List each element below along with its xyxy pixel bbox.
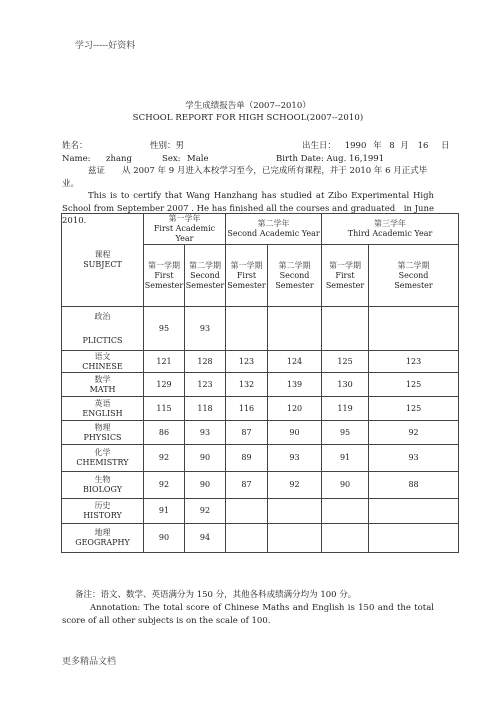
subject-en: BIOLOGY: [83, 485, 122, 494]
year-char: 年: [373, 141, 382, 151]
score-cell: 87: [226, 421, 268, 445]
table-row: [62, 445, 459, 472]
score-cell: 115: [144, 397, 185, 421]
page-footer: 更多精品文档: [62, 657, 117, 667]
table-row: [62, 499, 459, 524]
subject-cn: 生物: [94, 475, 111, 484]
score-cell: 123: [185, 373, 226, 397]
certification-cn: 兹证 从 2007 年 9 月进入本校学习至今，已完成所有课程，并于 2010 年 6 月正式毕业。: [62, 166, 428, 189]
birth-date-en: Birth Date: Aug. 16,1991: [276, 154, 385, 164]
subject-cn: 地理: [94, 528, 111, 537]
year-en: Third Academic Year: [347, 229, 433, 238]
score-cell: 93: [369, 445, 459, 472]
score-cell: 92: [369, 421, 459, 445]
subject-cell: [62, 472, 144, 499]
score-cell: [268, 307, 322, 351]
score-cell: 86: [144, 421, 185, 445]
sex-label-en: Sex:: [162, 154, 181, 164]
score-cell: 91: [322, 445, 369, 472]
year-cn: 第一学年: [168, 214, 201, 223]
certification-en: This is to certify that Wang Hanzhang has studied at Zibo Experimental High School from September 2007 . He has finished all the courses and graduated in June 2010.: [62, 191, 434, 226]
score-cell: [369, 499, 459, 524]
subject-en: MATH: [89, 384, 116, 394]
semester-cn: 第一学期: [148, 260, 180, 270]
year-cn: 第二学年: [257, 219, 290, 228]
subject-cn: 政治: [94, 311, 111, 321]
score-cell: [268, 499, 322, 524]
score-cell: 95: [144, 307, 185, 351]
score-cell: 118: [185, 397, 226, 421]
score-cell: 93: [268, 445, 322, 472]
score-cell: 87: [226, 472, 268, 499]
page-header: 学习-----好资料: [75, 41, 136, 51]
score-cell: [226, 524, 268, 553]
subject-cn: 英语: [94, 398, 111, 408]
semester-en: Semester: [185, 280, 225, 290]
score-cell: 139: [268, 373, 322, 397]
semester-en: First: [335, 270, 355, 280]
score-cell: 93: [185, 421, 226, 445]
score-cell: 119: [322, 397, 369, 421]
subject-cell: [62, 397, 144, 421]
subject-en: HISTORY: [83, 511, 122, 520]
semester-cn: 第二学期: [278, 260, 311, 270]
year-header: [322, 214, 459, 245]
subject-cell: [62, 421, 144, 445]
subject-cn: 数学: [94, 374, 111, 384]
score-cell: 94: [185, 524, 226, 553]
grades-table: [61, 213, 459, 553]
year-cn: 第三学年: [374, 219, 407, 228]
subject-en: GEOGRAPHY: [75, 538, 130, 547]
birth-year: 1990: [344, 141, 367, 151]
score-cell: [226, 307, 268, 351]
table-row: [62, 421, 459, 445]
semester-en: Semester: [227, 280, 266, 290]
score-cell: 120: [268, 397, 322, 421]
score-cell: [322, 524, 369, 553]
subject-en: PLICTICS: [82, 335, 123, 345]
subject-en: CHINESE: [82, 361, 123, 371]
table-row: [62, 524, 459, 553]
score-cell: 90: [144, 524, 185, 553]
semester-en: Semester: [144, 280, 184, 290]
semester-en: Second: [398, 270, 429, 280]
subject-header-en: SUBJECT: [83, 260, 122, 269]
subject-cn: 化学: [94, 448, 111, 457]
title-chinese: 学生成绩报告单（2007--2010）: [185, 101, 311, 111]
semester-cn: 第一学期: [230, 260, 263, 270]
subject-cell: [62, 351, 144, 373]
table-row: [62, 397, 459, 421]
table-row: [62, 472, 459, 499]
subject-en: PHYSICS: [83, 432, 122, 442]
score-cell: 92: [268, 472, 322, 499]
subject-cell: [62, 499, 144, 524]
semester-en: First: [154, 270, 174, 280]
subject-en: CHEMISTRY: [76, 458, 129, 467]
semester-cn: 第二学期: [189, 260, 221, 270]
score-cell: 128: [185, 351, 226, 373]
score-cell: 92: [185, 499, 226, 524]
subject-cell: [62, 445, 144, 472]
score-cell: 123: [369, 351, 459, 373]
title-english: SCHOOL REPORT FOR HIGH SCHOOL(2007--2010): [132, 113, 364, 123]
subject-cn: 物理: [94, 422, 111, 432]
name-label-en: Name:: [62, 154, 91, 164]
score-cell: 124: [268, 351, 322, 373]
birth-label: 出生日：: [302, 141, 337, 151]
birth-day: 16: [417, 141, 429, 151]
semester-en: Semester: [275, 280, 314, 290]
score-cell: [322, 307, 369, 351]
score-cell: 125: [369, 373, 459, 397]
semester-cn: 第二学期: [397, 260, 430, 270]
score-cell: 121: [144, 351, 185, 373]
score-cell: [268, 524, 322, 553]
subject-header-cn: 课程: [94, 250, 111, 259]
year-en: First Academic Year: [153, 224, 216, 243]
score-cell: 90: [268, 421, 322, 445]
note-chinese: 备注：语文、数学、英语满分为 150 分，其他各科成绩满分均为 100 分。: [75, 590, 357, 600]
semester-header: [144, 245, 185, 307]
table-row: [62, 307, 459, 351]
birth-month: 8: [389, 141, 395, 151]
year-header: [226, 214, 322, 245]
table-row: [62, 351, 459, 373]
semester-en: Second: [279, 270, 310, 280]
semester-header: [369, 245, 459, 307]
score-cell: 92: [144, 445, 185, 472]
name-value-en: zhang: [106, 154, 132, 164]
score-cell: [369, 307, 459, 351]
month-char: 月: [400, 141, 409, 151]
score-cell: 90: [185, 472, 226, 499]
gender-cn: 性别：男: [150, 141, 185, 151]
subject-cell: [62, 373, 144, 397]
score-cell: [369, 524, 459, 553]
note-english: Annotation: The total score of Chinese Maths and English is 150 and the total score of all other subjects is on the scale of 100.: [62, 603, 434, 626]
score-cell: 123: [226, 351, 268, 373]
score-cell: 92: [144, 472, 185, 499]
subject-cell: [62, 524, 144, 553]
score-cell: 89: [226, 445, 268, 472]
semester-header: [268, 245, 322, 307]
semester-header: [226, 245, 268, 307]
sex-value-en: Male: [187, 154, 209, 164]
year-header: [144, 214, 226, 245]
score-cell: 130: [322, 373, 369, 397]
score-cell: 93: [185, 307, 226, 351]
semester-header: [322, 245, 369, 307]
subject-cn: 语文: [94, 351, 111, 361]
score-cell: 125: [322, 351, 369, 373]
year-en: Second Academic Year: [227, 229, 320, 238]
score-cell: 90: [322, 472, 369, 499]
subject-cn: 历史: [94, 501, 111, 510]
semester-en: First: [236, 270, 257, 280]
score-cell: [322, 499, 369, 524]
score-cell: 129: [144, 373, 185, 397]
score-cell: 90: [185, 445, 226, 472]
semester-header: [185, 245, 226, 307]
score-cell: 95: [322, 421, 369, 445]
semester-en: Second: [190, 270, 220, 280]
subject-cell: [62, 307, 144, 351]
score-cell: 91: [144, 499, 185, 524]
subject-header: [62, 214, 144, 307]
semester-en: Semester: [394, 280, 433, 290]
table-row: [62, 373, 459, 397]
score-cell: 116: [226, 397, 268, 421]
day-char: 日: [441, 141, 450, 151]
name-label-cn: 姓名：: [62, 141, 88, 151]
semester-cn: 第一学期: [329, 260, 362, 270]
subject-en: ENGLISH: [82, 408, 123, 418]
birth-label-cn: [302, 140, 450, 153]
score-cell: [226, 499, 268, 524]
score-cell: 88: [369, 472, 459, 499]
score-cell: 125: [369, 397, 459, 421]
score-cell: 132: [226, 373, 268, 397]
semester-en: Semester: [325, 280, 365, 290]
